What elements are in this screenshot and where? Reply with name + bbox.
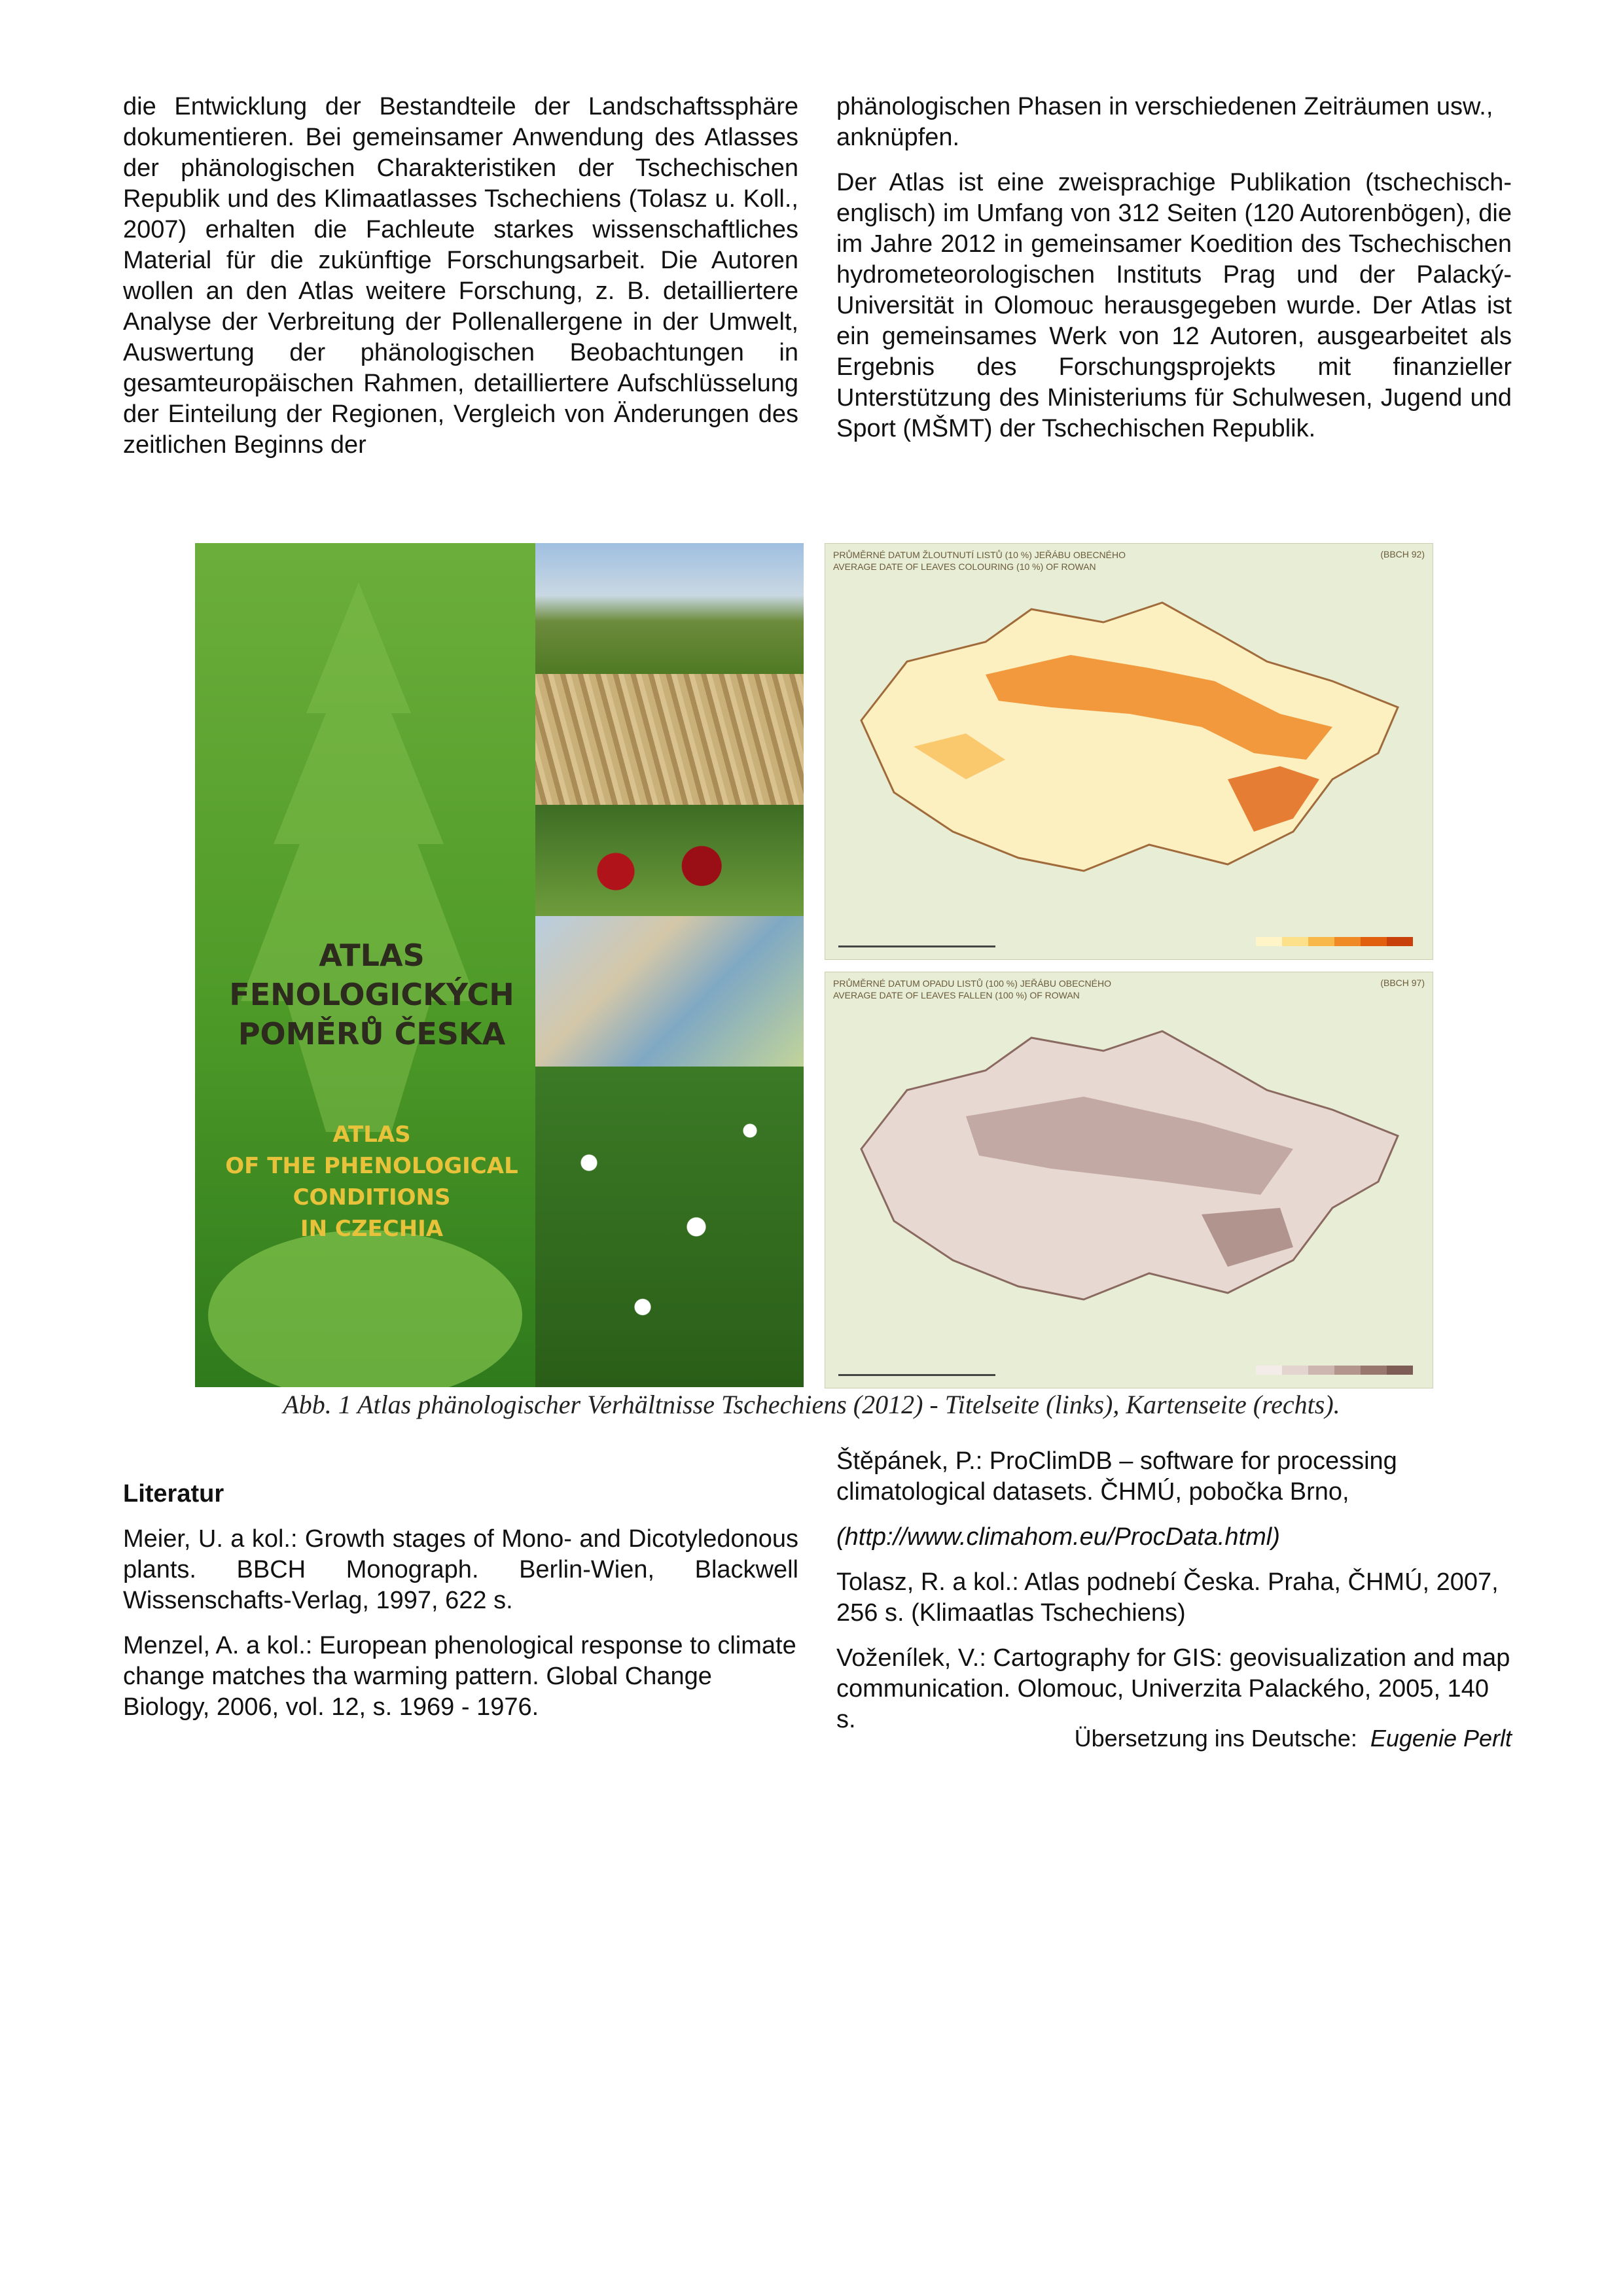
atlas-cover-image	[195, 543, 804, 1387]
legend-swatch	[1361, 1366, 1387, 1375]
cover-title-czech: ATLAS FENOLOGICKÝCH POMĚRŮ ČESKA	[229, 938, 514, 1051]
scale-bar	[838, 1365, 995, 1376]
map-leaf-fall	[825, 972, 1433, 1388]
map-photo	[535, 916, 804, 1067]
map-legend	[1256, 1366, 1413, 1375]
czech-map-shape	[835, 583, 1424, 891]
reference-item: Meier, U. a kol.: Growth stages of Mono- and Dicotyledonous plants. BBCH Monograph. Berlin-Wien, Blackwell Wissenschafts-Verlag, 1997, 622 s.	[123, 1525, 798, 1614]
legend-swatch	[1361, 937, 1387, 946]
legend-swatch	[1308, 1366, 1334, 1375]
figure-atlas	[195, 543, 1432, 1387]
references-left	[123, 1479, 798, 1723]
reference-item: Tolasz, R. a kol.: Atlas podnebí Česka. Praha, ČHMÚ, 2007, 256 s. (Klimaatlas Tschechiens)	[836, 1568, 1499, 1627]
legend-swatch	[1308, 937, 1334, 946]
reference-item: Voženílek, V.: Cartography for GIS: geovisualization and map communication. Olomouc, Univerzita Palackého, 2005, 140 s.	[836, 1644, 1510, 1733]
scale-bar	[838, 936, 995, 947]
translation-credit	[1075, 1724, 1512, 1753]
references-right	[836, 1446, 1512, 1735]
translator-name: Eugenie Perlt	[1370, 1725, 1512, 1752]
paragraph: Der Atlas ist eine zweisprachige Publikation (tschechisch-englisch) im Umfang von 312 Seiten (120 Autorenbögen), die im Jahre 2012 in gemeinsamer Koedition des Tschechischen hydrometeorologischen Instituts Prag und der Palacký-Universität in Olomouc herausgegeben wurde. Der Atlas ist ein gemeinsames Werk von 12 Autoren, ausgearbeitet als Ergebnis des Forschungsprojekts mit finanzieller Unterstützung des Ministeriums für Schulwesen, Jugend und Sport (MŠMT) der Tschechischen Republik.	[836, 169, 1512, 442]
reference-item: Menzel, A. a kol.: European phenological response to climate change matches tha warming pattern. Global Change Biology, 2006, vol. 12, s. 1969 - 1976.	[123, 1632, 796, 1721]
right-column-top	[836, 92, 1512, 444]
map-title-cz: PRŮMĚRNÉ DATUM OPADU LISTŮ (100 %) JEŘÁBU OBECNÉHO	[833, 978, 1111, 989]
cover-photo-strip	[535, 543, 804, 1387]
map-legend	[1256, 937, 1413, 946]
map-leaf-colouring	[825, 543, 1433, 960]
cherries-photo	[535, 805, 804, 916]
czech-map-shape	[835, 1012, 1424, 1319]
legend-swatch	[1256, 1366, 1282, 1375]
legend-swatch	[1387, 1366, 1413, 1375]
figure-caption: Abb. 1 Atlas phänologischer Verhältnisse Tschechiens (2012) - Titelseite (links), Kartenseite (rechts).	[283, 1390, 1340, 1419]
legend-swatch	[1282, 1366, 1308, 1375]
left-column-top	[123, 92, 798, 461]
bbch-code: (BBCH 92)	[1380, 549, 1425, 559]
bbch-code: (BBCH 97)	[1380, 978, 1425, 988]
paragraph: phänologischen Phasen in verschiedenen Zeiträumen usw., anknüpfen.	[836, 93, 1493, 151]
references-heading: Literatur	[123, 1480, 224, 1508]
legend-swatch	[1334, 937, 1361, 946]
map-title-en: AVERAGE DATE OF LEAVES FALLEN (100 %) OF ROWAN	[833, 990, 1080, 1000]
cover-title-english: ATLAS OF THE PHENOLOGICAL CONDITIONS IN CZECHIA	[225, 1122, 518, 1242]
reference-url: (http://www.climahom.eu/ProcData.html)	[836, 1523, 1280, 1551]
daisies-photo	[535, 1067, 804, 1387]
map-title-en: AVERAGE DATE OF LEAVES COLOURING (10 %) OF ROWAN	[833, 561, 1096, 572]
translation-label: Übersetzung ins Deutsche:	[1074, 1725, 1357, 1752]
legend-swatch	[1387, 937, 1413, 946]
paragraph: die Entwicklung der Bestandteile der Landschaftssphäre dokumentieren. Bei gemeinsamer Anwendung des Atlasses der phänologischen Charakteristiken der Tschechischen Republik und des Klimaatlasses Tschechiens (Tolasz u. Koll., 2007) erhalten die Fachleute starkes wissenschaftliches Material für die zukünftige Forschungsarbeit. Die Autoren wollen an den Atlas weitere Forschung, z. B. detailliertere Analyse der Verbreitung der Pollenallergene in der Umwelt, Auswertung der phänologischen Beobachtungen in gesamteuropäischen Rahmen, detailliertere Aufschlüsselung der Einteilung der Regionen, Vergleich von Änderungen des zeitlichen Beginns der	[123, 93, 798, 459]
legend-swatch	[1256, 937, 1282, 946]
reference-item: Štěpánek, P.: ProClimDB – software for processing climatological datasets. ČHMÚ, pobočka Brno,	[836, 1447, 1397, 1506]
wheat-photo	[535, 674, 804, 805]
landscape-photo	[535, 543, 804, 674]
map-title-cz: PRŮMĚRNÉ DATUM ŽLOUTNUTÍ LISTŮ (10 %) JEŘÁBU OBECNÉHO	[833, 550, 1126, 560]
legend-swatch	[1282, 937, 1308, 946]
legend-swatch	[1334, 1366, 1361, 1375]
